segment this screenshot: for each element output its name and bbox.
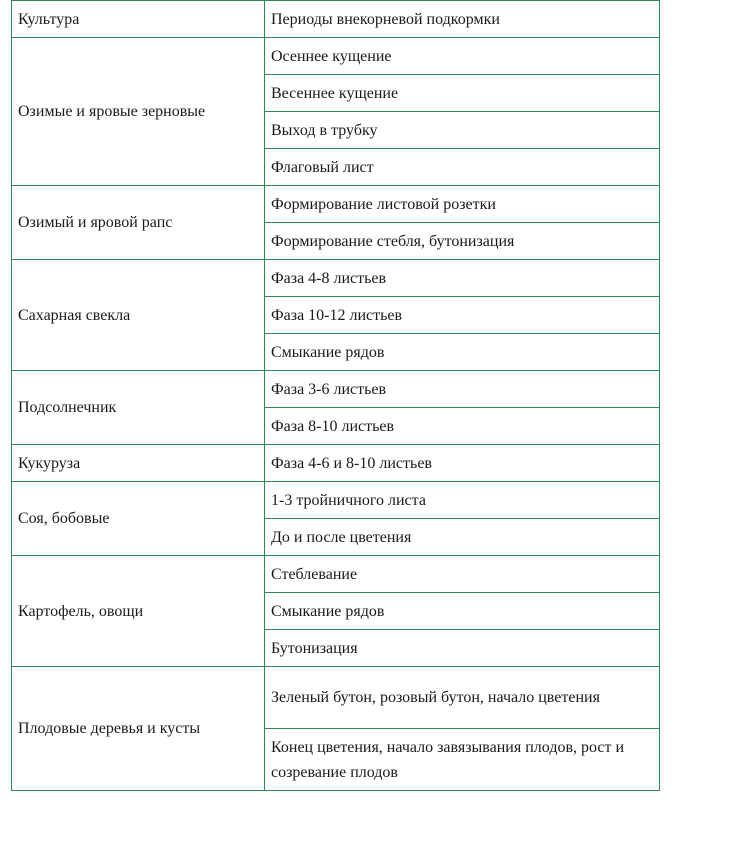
period-cell: Фаза 8-10 листьев <box>265 408 660 445</box>
period-cell: Формирование стебля, бутонизация <box>265 223 660 260</box>
period-cell: Флаговый лист <box>265 149 660 186</box>
feeding-periods-table <box>11 0 660 791</box>
period-cell: До и после цветения <box>265 519 660 556</box>
period-cell: Бутонизация <box>265 630 660 667</box>
crop-cell: Картофель, овощи <box>12 556 265 667</box>
period-cell: Весеннее кущение <box>265 75 660 112</box>
crop-cell: Соя, бобовые <box>12 482 265 556</box>
period-cell: Фаза 3-6 листьев <box>265 371 660 408</box>
period-cell: Фаза 4-8 листьев <box>265 260 660 297</box>
table-row <box>12 667 660 729</box>
crop-cell: Сахарная свекла <box>12 260 265 371</box>
period-cell: Фаза 4-6 и 8-10 листьев <box>265 445 660 482</box>
crop-cell: Подсолнечник <box>12 371 265 445</box>
period-cell: Смыкание рядов <box>265 593 660 630</box>
period-cell: Выход в трубку <box>265 112 660 149</box>
period-cell: Конец цветения, начало завязывания плодов, рост и созревание плодов <box>265 729 660 791</box>
table-row <box>12 482 660 519</box>
period-cell: Стеблевание <box>265 556 660 593</box>
table-row <box>12 445 660 482</box>
header-periods: Периоды внекорневой подкормки <box>265 1 660 38</box>
table-row <box>12 371 660 408</box>
period-cell: Зеленый бутон, розовый бутон, начало цветения <box>265 667 660 729</box>
period-cell: Фаза 10-12 листьев <box>265 297 660 334</box>
period-cell: Смыкание рядов <box>265 334 660 371</box>
period-cell: 1-3 тройничного листа <box>265 482 660 519</box>
table-row <box>12 38 660 75</box>
table-row <box>12 260 660 297</box>
table-header-row <box>12 1 660 38</box>
table-row <box>12 556 660 593</box>
header-crop: Культура <box>12 1 265 38</box>
period-cell: Формирование листовой розетки <box>265 186 660 223</box>
crop-cell: Кукуруза <box>12 445 265 482</box>
crop-cell: Озимые и яровые зерновые <box>12 38 265 186</box>
period-cell: Осеннее кущение <box>265 38 660 75</box>
crop-cell: Озимый и яровой рапс <box>12 186 265 260</box>
table-row <box>12 186 660 223</box>
crop-cell: Плодовые деревья и кусты <box>12 667 265 791</box>
